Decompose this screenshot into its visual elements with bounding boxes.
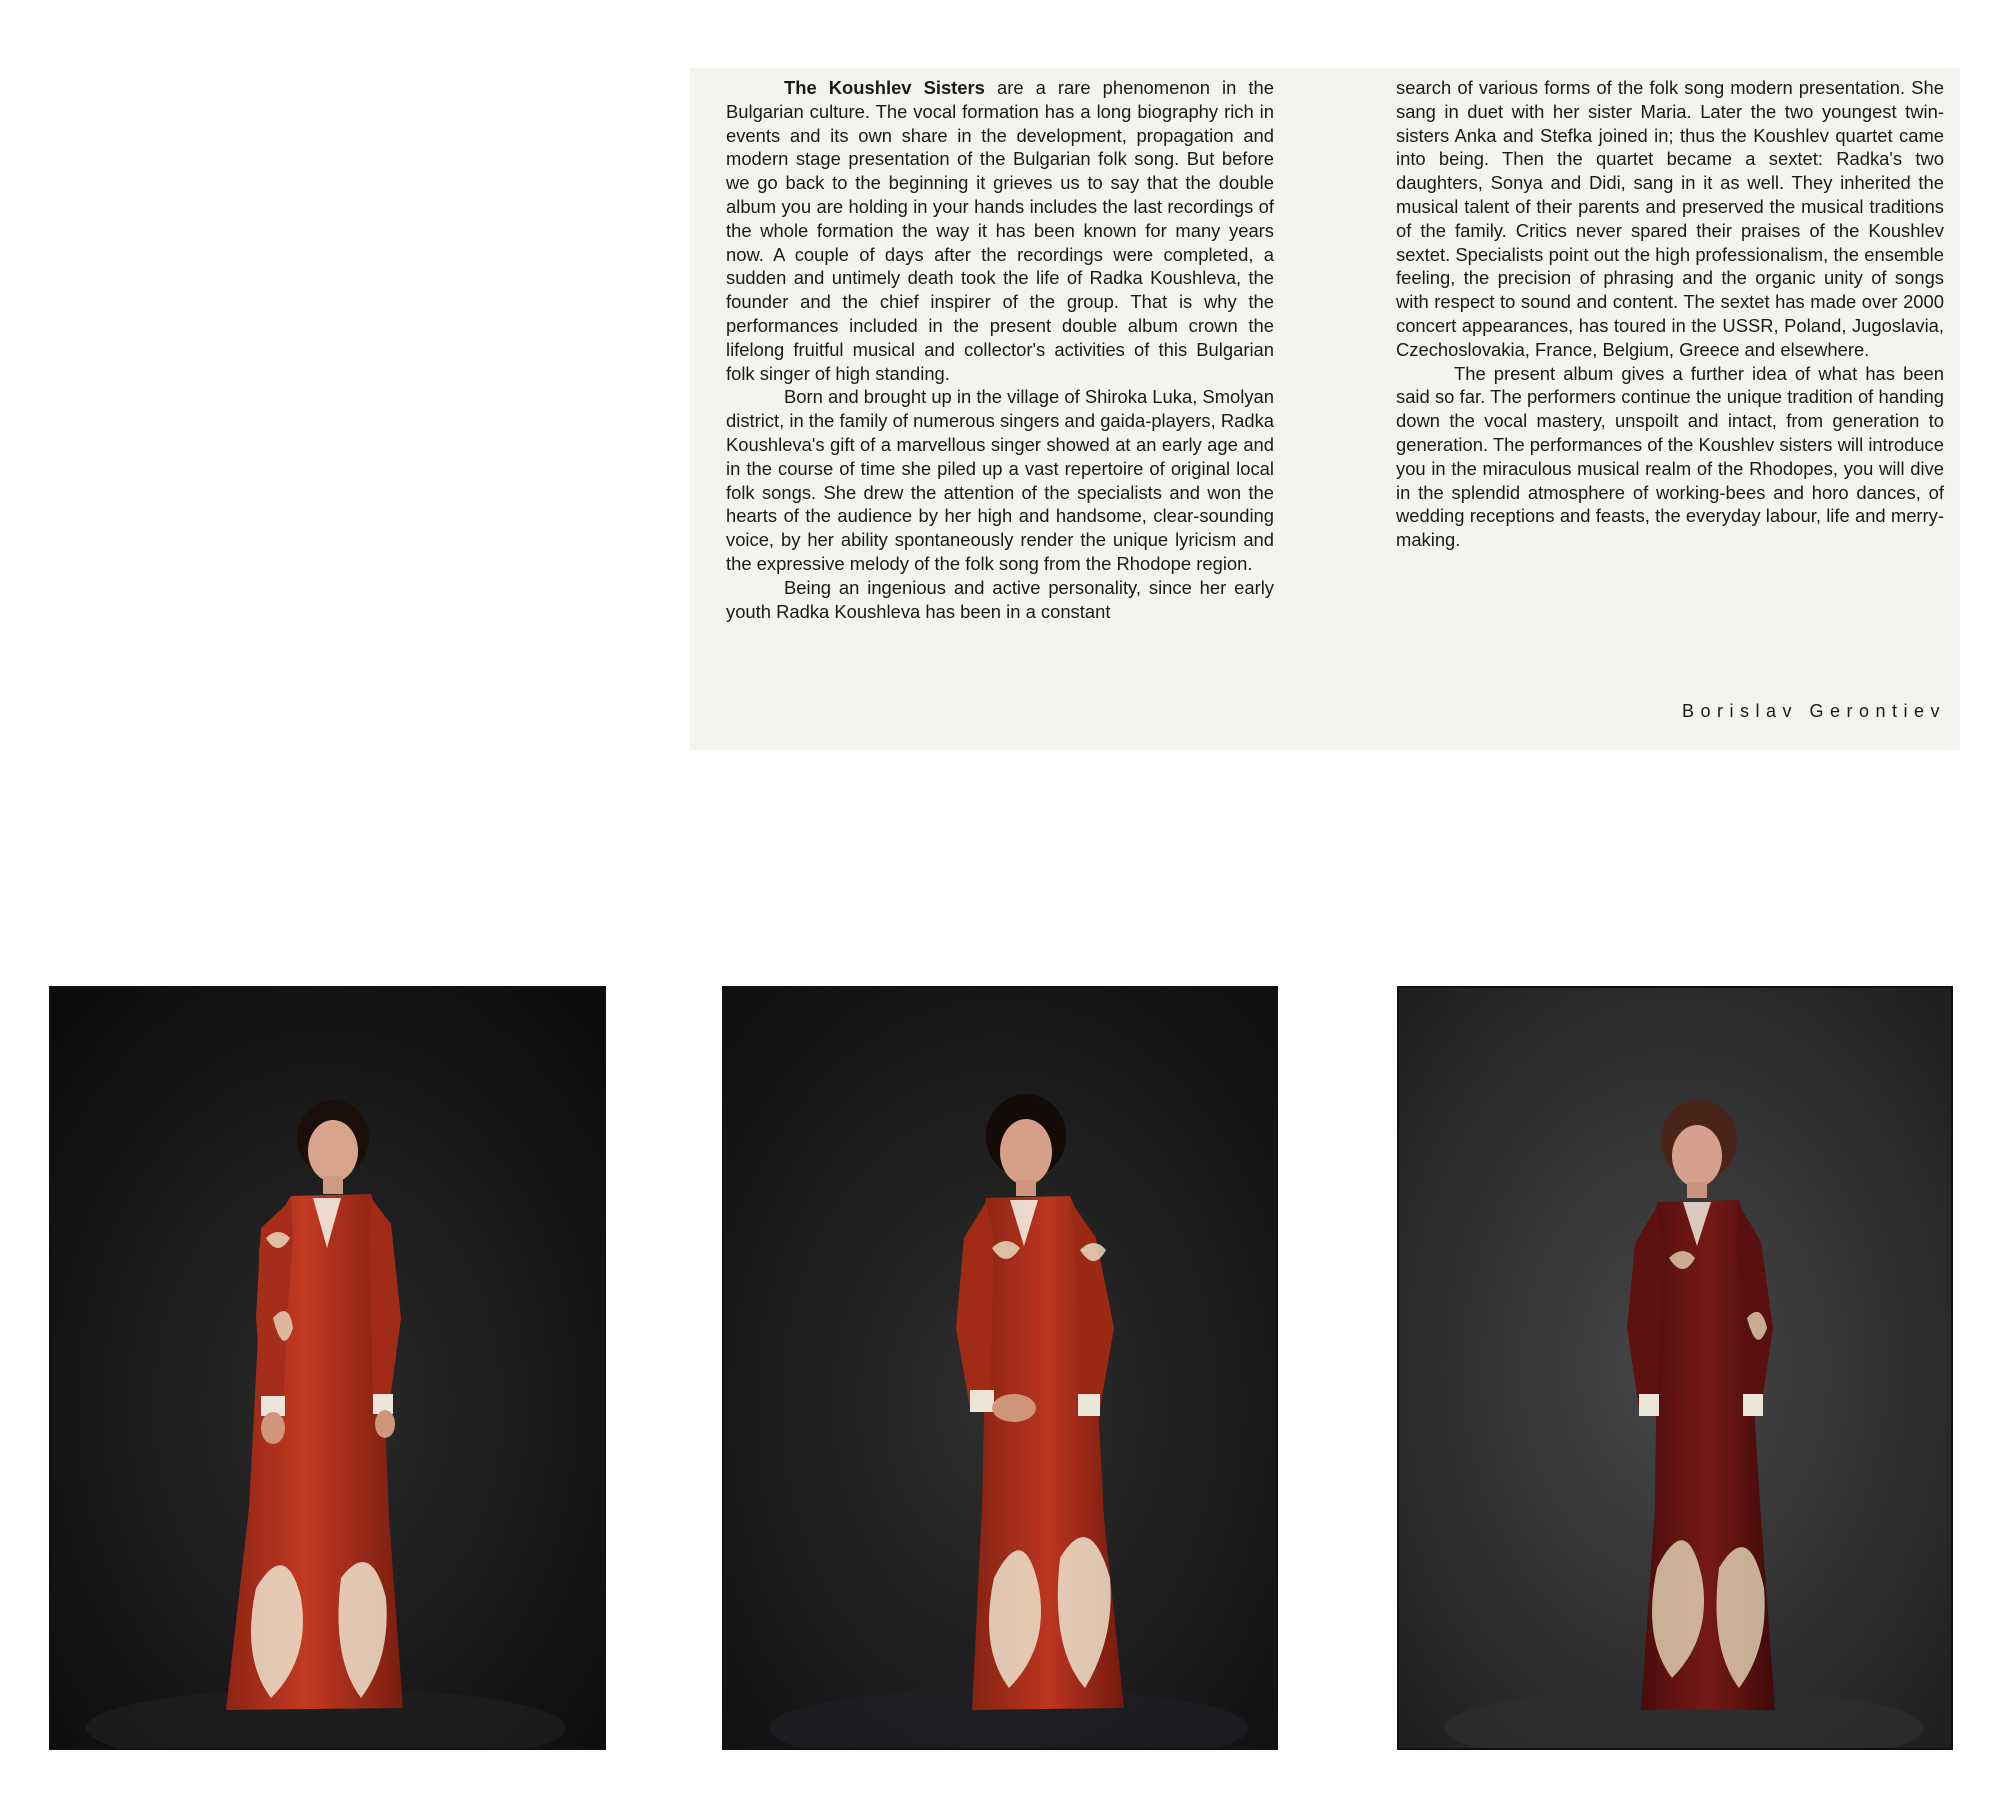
paragraph-biography: Born and brought up in the village of Shiroka Luka, Smolyan district, in the family of numerous singers and gaida-players, Radka Koushleva's gift of a marvellous singer showed at an early age and in the course of time she piled up a vast repertoire of original local folk songs. She drew the attention of the specialists and won the hearts of the audience by her high and handsome, clear-sounding voice, by her ability spontaneously render the unique lyricism and the expressive melody of the folk song from the Rhodope region. [726, 386, 1274, 574]
article-text-panel [690, 68, 1960, 750]
paragraph-intro [726, 76, 1274, 385]
article-right-column [1396, 76, 1944, 552]
photo-singer-1 [49, 986, 606, 1750]
photo-singer-3 [1397, 986, 1953, 1750]
author-signature: Borislav Gerontiev [1681, 701, 1946, 721]
singer-2-image [724, 988, 1276, 1748]
singer-1-image [51, 988, 604, 1748]
photo-singer-2 [722, 986, 1278, 1750]
paragraph-album: The present album gives a further idea of what has been said so far. The performers continue the unique tradition of handing down the vocal mastery, unspoilt and intact, from generation to generation. The performances of the Koushlev sisters will introduce you in the miraculous musical realm of the Rhodopes, you will dive in the splendid atmosphere of working-bees and horo dances, of wedding receptions and feasts, the everyday labour, life and merry-making. [1396, 362, 1944, 551]
singer-3-image [1399, 988, 1951, 1748]
paragraph-ensemble: search of various forms of the folk song modern presentation. She sang in duet with her sister Maria. Later the two youngest twin-sisters Anka and Stefka joined in; thus the Koushlev quartet came into being. Then the quartet became a sextet: Radka's two daughters, Sonya and Didi, sang in it as well. They inherited the musical talent of their parents and preserved the musical traditions of the family. Critics never spared their praises of the Koushlev sextet. Specialists point out the high professionalism, the ensemble feeling, the precision of phrasing and the organic unity of songs with respect to sound and content. The sextet has made over 2000 concert appearances, has toured in the USSR, Poland, Jugoslavia, Czechoslovakia, France, Belgium, Greece and elsewhere. [1396, 77, 1944, 360]
paragraph-personality: Being an ingenious and active personality, since her early youth Radka Koushleva has been in a constant [726, 576, 1274, 622]
group-name-lead: The Koushlev Sisters [784, 77, 985, 98]
paragraph-intro-text: are a rare phenomenon in the Bulgarian culture. The vocal formation has a long biography rich in events and its own share in the development, propagation and modern stage presentation of the Bulgarian folk song. But before we go back to the beginning it grieves us to say that the double album you are holding in your hands includes the last recordings of the whole formation the way it has been known for many years now. A couple of days after the recordings were completed, a sudden and untimely death took the life of Radka Koushleva, the founder and the chief inspirer of the group. That is why the performances included in the present double album crown the lifelong fruitful musical and collector's activities of this Bulgarian folk singer of high standing. [726, 77, 1274, 384]
article-left-column [726, 76, 1274, 623]
